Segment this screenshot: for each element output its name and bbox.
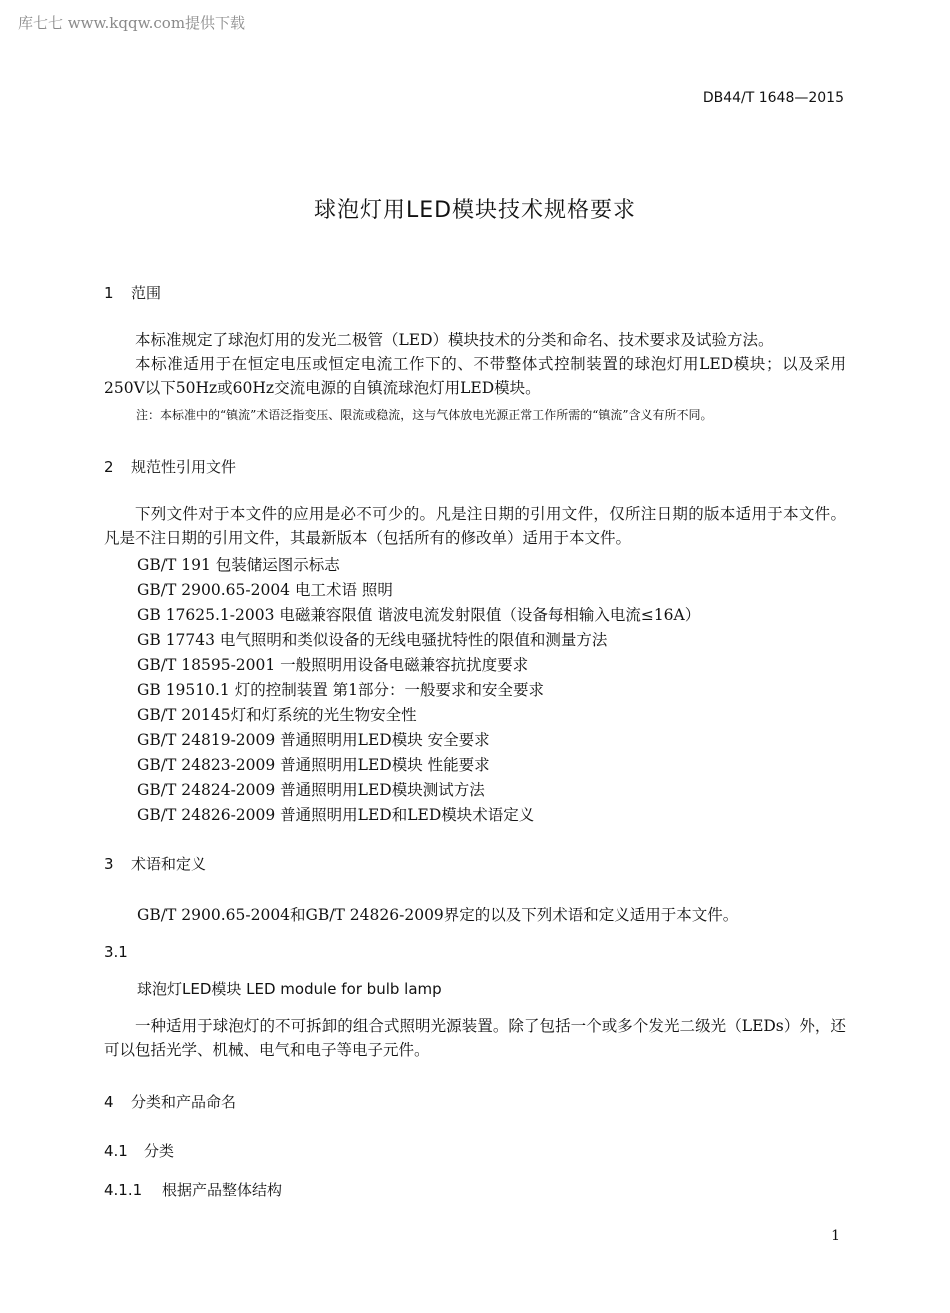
subsubsection-title: 根据产品整体结构 [162,1181,283,1199]
scope-note: 注：本标准中的“镇流”术语泛指变压、限流或稳流，这与气体放电光源正常工作所需的“镇流”含义有所不同。 [136,408,713,422]
standard-number: DB44/T 1648—2015 [702,90,844,106]
term-definition [104,1014,846,1062]
section-title: 范围 [131,284,162,302]
reference-item: GB/T 24823-2009 普通照明用LED模块 性能要求 [137,756,490,774]
subsection-heading [104,1140,174,1161]
reference-item: GB 17743 电气照明和类似设备的无线电骚扰特性的限值和测量方法 [137,631,608,649]
reference-item: GB 19510.1 灯的控制装置 第1部分：一般要求和安全要求 [137,681,545,699]
reference-item: GB 17625.1-2003 电磁兼容限值 谐波电流发射限值（设备每相输入电流≤16A） [137,606,701,624]
subsection-number: 4.1 [104,1142,128,1160]
intro-paragraph: 下列文件对于本文件的应用是必不可少的。凡是注日期的引用文件，仅所注日期的版本适用于本文件。凡是不注日期的引用文件，其最新版本（包括所有的修改单）适用于本文件。 [104,505,846,547]
scope-body [104,328,846,400]
section-heading-normative-refs [104,456,236,477]
reference-item: GB/T 24819-2009 普通照明用LED模块 安全要求 [137,731,490,749]
term-title: 球泡灯LED模块 LED module for bulb lamp [137,980,442,998]
section-heading-scope [104,282,161,303]
watermark: 库七七 www.kqqw.com提供下载 [18,14,246,32]
section-number: 3 [104,855,114,873]
terms-intro: GB/T 2900.65-2004和GB/T 24826-2009界定的以及下列术语和定义适用于本文件。 [137,906,739,924]
reference-item: GB/T 2900.65-2004 电工术语 照明 [137,581,393,599]
reference-item: GB/T 24824-2009 普通照明用LED模块测试方法 [137,781,485,799]
section-title: 术语和定义 [131,855,207,873]
reference-item: GB/T 24826-2009 普通照明用LED和LED模块术语定义 [137,806,535,824]
section-number: 4 [104,1093,114,1111]
page-number: 1 [831,1228,840,1244]
definition-paragraph: 一种适用于球泡灯的不可拆卸的组合式照明光源装置。除了包括一个或多个发光二级光（LEDs）外，还可以包括光学、机械、电气和电子等电子元件。 [104,1017,846,1059]
section-heading-terms [104,853,206,874]
reference-item: GB/T 191 包装储运图示标志 [137,556,340,574]
subsubsection-number: 4.1.1 [104,1181,143,1199]
normative-refs-intro [104,502,846,550]
scope-paragraph: 本标准规定了球泡灯用的发光二极管（LED）模块技术的分类和命名、技术要求及试验方法。 [135,331,774,349]
section-title: 规范性引用文件 [131,458,237,476]
section-number: 2 [104,458,114,476]
section-heading-classification [104,1091,236,1112]
reference-item: GB/T 18595-2001 一般照明用设备电磁兼容抗扰度要求 [137,656,529,674]
section-number: 1 [104,284,114,302]
subsection-title: 分类 [144,1142,175,1160]
reference-item: GB/T 20145灯和灯系统的光生物安全性 [137,706,417,724]
document-title: 球泡灯用LED模块技术规格要求 [313,198,637,223]
term-number: 3.1 [104,943,128,961]
section-title: 分类和产品命名 [131,1093,237,1111]
scope-paragraph: 本标准适用于在恒定电压或恒定电流工作下的、不带整体式控制装置的球泡灯用LED模块；以及采用250V以下50Hz或60Hz交流电源的自镇流球泡灯用LED模块。 [104,355,846,397]
subsubsection-heading [104,1179,282,1200]
